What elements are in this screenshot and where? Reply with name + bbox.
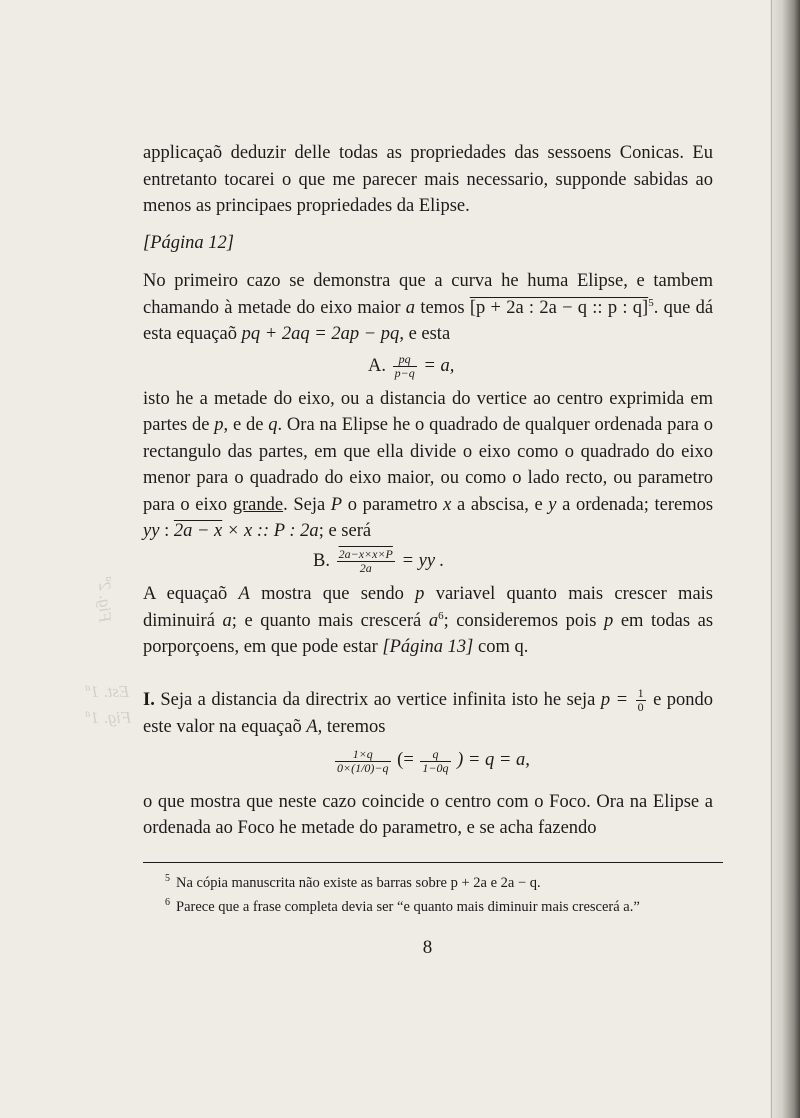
footnote-6 <box>143 893 723 917</box>
footnote-number: 5 <box>165 873 170 884</box>
fraction-numerator: 1 <box>637 685 644 700</box>
text-run: com q. <box>477 637 529 657</box>
equation-A <box>143 352 713 380</box>
fraction <box>636 687 646 714</box>
math-var: y <box>548 494 557 515</box>
text-run: ; consideremos pois <box>443 610 597 631</box>
fraction-denominator: 0×(1/0)−q <box>337 760 389 775</box>
page-reference-13: [Página 13] <box>382 637 474 657</box>
text-run: ; e quanto mais crescerá <box>231 610 422 631</box>
text-run: o parametro <box>347 494 438 515</box>
math-var: a <box>428 610 439 631</box>
paragraph-3: isto he a metade do eixo, ou a distancia do vertice ao centro exprimida em partes de p, e de q. Ora na Elipse he o quadrado de qualquer ordenada para o rectangulo das partes, em que ella divide o eixo como o quadrado do eixo menor para o quadrado do eixo maior, ou como o lado recto, ou parametro para o eixo grande. Seja P o parametro x a abscisa, e y a ordenada; teremos yy : 2a − x × x :: P : 2a; e será <box>143 388 714 542</box>
math-var: q <box>268 415 278 436</box>
math-equation: pq + 2aq = 2ap − pq <box>241 324 400 344</box>
footnote-ref-6: 6 <box>438 609 444 622</box>
text-run: , e de <box>223 415 264 436</box>
equation-rhs: = yy . <box>401 550 445 571</box>
footnote-ref-5: 5 <box>648 296 654 309</box>
text-run: ; e será <box>318 521 372 542</box>
bleed-margin-note-est1: Est. 1ª <box>86 682 130 701</box>
math-var: a <box>405 297 416 318</box>
text-run: a abscisa, e <box>457 494 543 515</box>
math-var: A <box>306 716 318 737</box>
underlined-word: grande <box>232 494 284 515</box>
math-var: P <box>330 494 343 515</box>
fraction <box>420 748 450 775</box>
fraction-denominator: 2a <box>359 561 372 575</box>
text-run: . Ora na Elipse he o quadrado de qualquer ordenada para o rectangulo das partes, em que ella divide o eixo como o quadrado do eixo menor para o quadrado do eixo maior, ou como o lado recto, ou parametro para o eixo <box>143 415 714 515</box>
math-var: p <box>415 584 425 604</box>
bleed-margin-note-fig1: Fig. 1ª <box>86 708 132 727</box>
bleed-margin-note-fig2: Fig. 2ª <box>95 577 115 623</box>
equation-label: A. <box>368 355 386 376</box>
math-overlined-term: 2a − x <box>173 521 223 542</box>
math-var: p = <box>600 689 629 710</box>
math-var: a <box>222 610 232 631</box>
fraction-numerator: 1×q <box>335 748 391 762</box>
equation-mid: (= <box>397 750 414 771</box>
footnote-text: Parece que a frase completa devia ser “e quanto mais diminuir mais crescerá a.” <box>176 898 640 915</box>
equation-rhs: ) = q = a, <box>457 750 530 771</box>
page-reference-12: [Página 12] <box>143 232 234 253</box>
page-number: 8 <box>422 937 433 958</box>
paragraph-5 <box>143 687 713 741</box>
fraction <box>393 353 417 380</box>
math-var: A <box>238 584 250 604</box>
fraction-numerator: pq <box>393 353 417 367</box>
fraction-denominator: p−q <box>394 365 415 380</box>
equation-B <box>143 547 713 575</box>
math-var: p <box>604 610 614 631</box>
equation-label: B. <box>313 550 330 571</box>
fraction <box>337 548 395 575</box>
math-var: p <box>214 415 224 436</box>
paragraph-1: applicaçaõ deduzir delle todas as propriedades das sessoens Conicas. Eu entretanto tocarei o que me parecer mais necessario, supponde sabidas ao menos as principaes propriedades da Elipse. <box>143 143 713 216</box>
text-run: A equaçaõ <box>143 584 228 604</box>
text-run: variavel quanto mais crescer mais diminuirá <box>143 584 713 631</box>
footnotes <box>143 862 723 917</box>
equation-C <box>143 746 713 774</box>
text-run: mostra que sendo <box>261 584 404 604</box>
main-text <box>143 140 713 842</box>
text-run: temos <box>420 297 465 318</box>
text-run: e pondo este valor na equaçaõ <box>143 689 714 737</box>
fraction <box>335 748 391 775</box>
text-run: No primeiro cazo se demonstra que a curva he huma Elipse, e tambem chamando à metade do eixo maior <box>143 271 713 318</box>
text-run: , e esta <box>399 324 451 344</box>
case-numeral: I. <box>143 689 155 710</box>
text-run: que dá esta equaçaõ <box>143 297 714 344</box>
fraction-denominator: 1−0q <box>422 760 449 775</box>
math-proportion: × x :: P : 2a <box>226 521 319 542</box>
paragraph-4 <box>143 581 713 661</box>
paragraph-2: No primeiro cazo se demonstra que a curva he huma Elipse, e tambem chamando à metade do eixo maior a temos [p + 2a : 2a − q :: p : q]$^5$. que dá esta equaçaõ pq + 2aq = 2ap − pq, e esta <box>143 271 714 344</box>
text-run: em todas as porporçoens, em que pode estar <box>143 610 714 657</box>
math-var: x <box>443 494 452 515</box>
fraction-denominator: 0 <box>637 699 644 714</box>
text-run: isto he a metade do eixo, ou a distancia do vertice ao centro exprimida em partes de <box>143 388 713 436</box>
equation-rhs: = a, <box>423 355 455 376</box>
text-run: a ordenada; teremos <box>562 494 714 515</box>
fraction-numerator: 2a−x×x×P <box>338 547 393 561</box>
text-run: Seja a distancia da directrix ao vertice infinita isto he seja <box>160 689 596 710</box>
math-var: yy <box>143 521 160 542</box>
footnote-5 <box>143 869 723 893</box>
text-run: , teremos <box>317 716 386 737</box>
math-overlined-proportion: [p + 2a : 2a − q :: p : q] <box>469 297 649 318</box>
footnote-number: 6 <box>165 896 170 908</box>
fraction-numerator: q <box>420 748 450 762</box>
paragraph-6: o que mostra que neste cazo coincide o centro com o Foco. Ora na Elipse a ordenada ao Foco he metade do parametro, e se acha fazendo <box>143 791 713 838</box>
text-run: . Seja <box>283 494 326 515</box>
footnote-text: Na cópia manuscrita não existe as barras sobre p + 2a e 2a − q. <box>176 874 541 891</box>
